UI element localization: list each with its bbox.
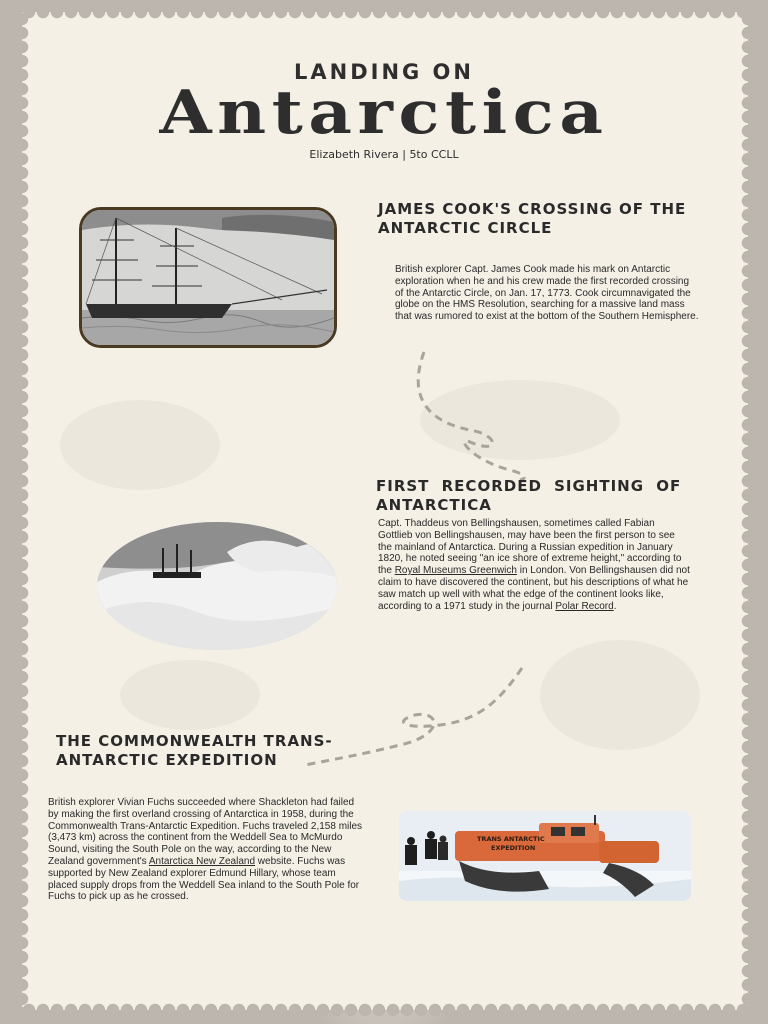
section-2-body-text-1: Capt. Thaddeus von Bellingshausen, sometimes called Fabian Gottlieb von Bellingshausen, may have been the first person to see the mainland of Antarctica. During a Russian expedition in January 1820, he noted seeing "an ice shore of extreme height," according to the: [378, 518, 682, 577]
ship-in-ice-photo: [97, 522, 337, 650]
section-1-heading: JAMES COOK'S CROSSING OF THE ANTARCTIC CIRCLE: [378, 200, 687, 237]
vehicle-text-line-1: TRANS ANTARCTIC: [477, 835, 545, 843]
antarctica-new-zealand-link[interactable]: Antarctica New Zealand: [148, 855, 256, 867]
vehicle-text-line-2: EXPEDITION: [491, 844, 536, 852]
section-1-body: British explorer Capt. James Cook made his mark on Antarctic exploration when he and his crew made the first recorded crossing of the Antarctic Circle, on Jan. 17, 1773. Cook circumnavigated the globe on the HMS Resolution, searching for a massive land mass that was rumored to exist at the bottom of the Southern Hemisphere.: [395, 264, 699, 323]
section-2-body: [378, 518, 690, 612]
section-2-heading: FIRST RECORDED SIGHTING OF ANTARCTICA: [376, 477, 682, 514]
byline: Elizabeth Rivera | 5to CCLL: [309, 148, 459, 161]
section-3-body: [48, 797, 364, 903]
polar-record-link[interactable]: Polar Record: [555, 600, 614, 612]
tall-ship-illustration: [79, 207, 337, 348]
snow-tractor-photo: [399, 811, 691, 901]
royal-museums-greenwich-link[interactable]: Royal Museums Greenwich: [394, 565, 517, 577]
section-3-body-text-2: website. Fuchs was supported by New Zealand explorer Edmund Hillary, whose team placed supply drops from the Weddell Sea inland to the South Pole for Fuchs to pick up as he crossed.: [48, 855, 360, 903]
section-3-body-text-1: British explorer Vivian Fuchs succeeded where Shackleton had failed by making the first overland crossing of Antarctica in 1958, during the Commonwealth Trans-Antarctic Expedition. Fuchs traveled 2,158 miles (3,473 km) across the continent from the Weddell Sea to McMurdo Sound, visiting the South Pole on the way, according to the New Zealand government's: [48, 797, 363, 867]
section-3-heading: THE COMMONWEALTH TRANS-ANTARCTIC EXPEDITION: [56, 732, 333, 769]
section-2-body-text-3: .: [613, 600, 617, 612]
section-2-body-text-2: in London. Von Bellingshausen did not claim to have discovered the continent, but his descriptions of what he saw match up well with what the edge of the continent looks like, according to a 1971 study in the journal: [378, 565, 690, 612]
title-line-1: LANDING ON: [293, 60, 474, 84]
title-line-2: Antarctica: [159, 78, 609, 148]
